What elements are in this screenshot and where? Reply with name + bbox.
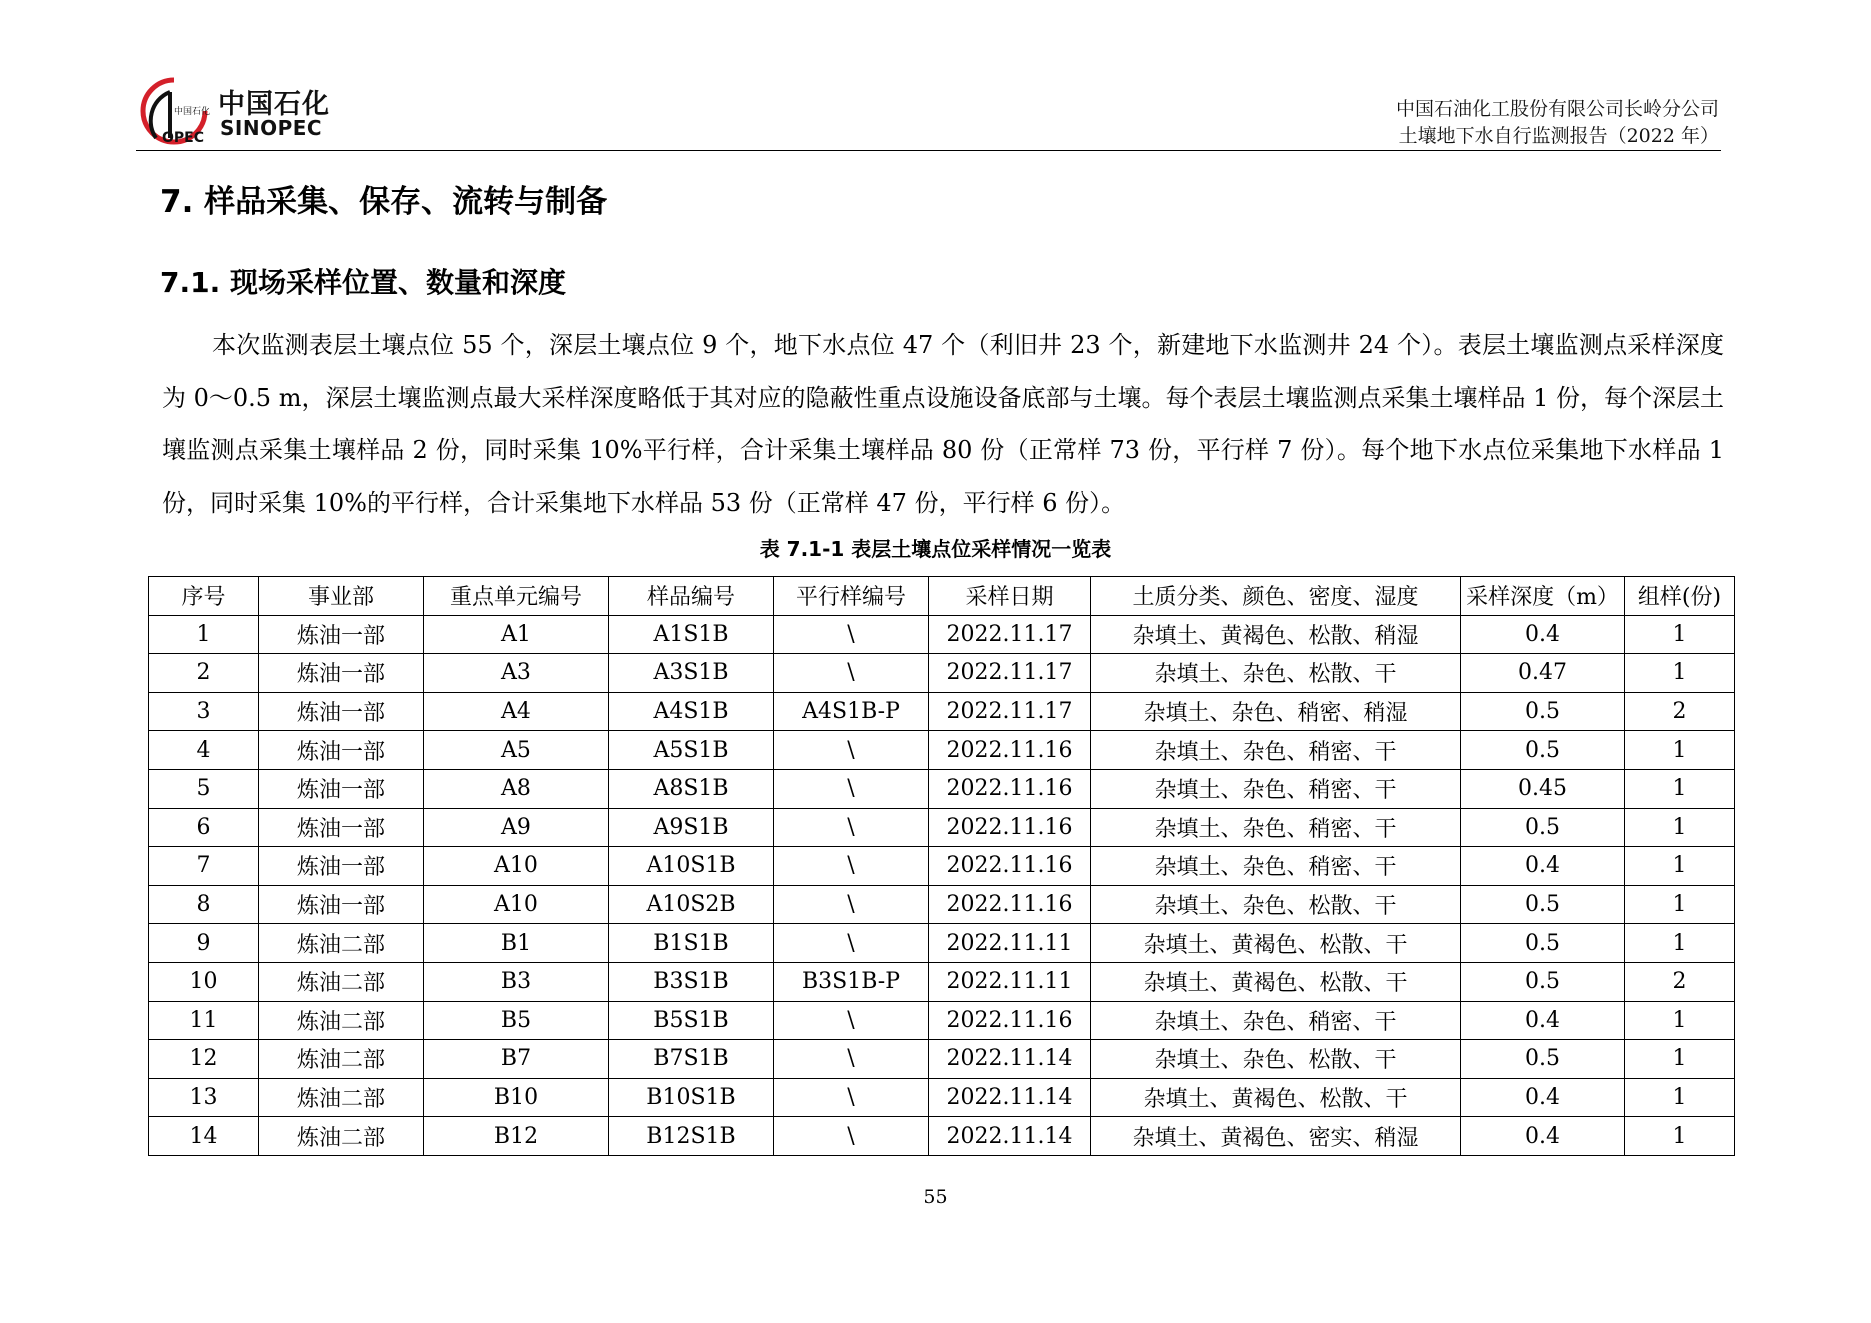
section-heading: 7. 样品采集、保存、流转与制备 <box>160 184 608 220</box>
table-cell: B12 <box>424 1117 609 1156</box>
table-cell: 2022.11.11 <box>929 962 1091 1001</box>
table-cell: B3S1B-P <box>774 962 929 1001</box>
table-cell: 0.4 <box>1461 1078 1625 1117</box>
table-cell: 6 <box>149 808 259 847</box>
header-company: 中国石油化工股份有限公司长岭分公司 <box>1395 98 1719 120</box>
table-cell: \ <box>774 654 929 693</box>
table-cell: 1 <box>1625 1040 1735 1079</box>
table-cell: B12S1B <box>609 1117 774 1156</box>
table-cell: 炼油一部 <box>259 615 424 654</box>
table-row <box>149 769 1735 808</box>
table-cell: 0.5 <box>1461 808 1625 847</box>
table-cell: 2022.11.17 <box>929 615 1091 654</box>
table-cell: \ <box>774 615 929 654</box>
table-cell: 炼油一部 <box>259 654 424 693</box>
table-cell: 0.4 <box>1461 847 1625 886</box>
logo-chinese-name: 中国石化 <box>218 89 330 120</box>
table-cell: 10 <box>149 962 259 1001</box>
table-cell: 1 <box>1625 769 1735 808</box>
table-row <box>149 1040 1735 1079</box>
table-cell: 炼油二部 <box>259 924 424 963</box>
table-cell: B7 <box>424 1040 609 1079</box>
table-cell: 杂填土、黄褐色、密实、稍湿 <box>1091 1117 1461 1156</box>
table-cell: B5S1B <box>609 1001 774 1040</box>
table-row <box>149 1078 1735 1117</box>
table-cell: 2 <box>149 654 259 693</box>
column-header: 事业部 <box>259 577 424 616</box>
table-cell: 0.45 <box>1461 769 1625 808</box>
table-cell: A9S1B <box>609 808 774 847</box>
table-cell: A4 <box>424 692 609 731</box>
table-cell: A5 <box>424 731 609 770</box>
table-cell: 1 <box>1625 1078 1735 1117</box>
column-header: 样品编号 <box>609 577 774 616</box>
table-cell: 0.5 <box>1461 1040 1625 1079</box>
table-cell: B3 <box>424 962 609 1001</box>
table-cell: 1 <box>1625 1117 1735 1156</box>
svg-text:OPEC: OPEC <box>162 130 204 146</box>
column-header: 土质分类、颜色、密度、湿度 <box>1091 577 1461 616</box>
running-header <box>1396 96 1719 150</box>
table-cell: 炼油一部 <box>259 731 424 770</box>
table-cell: 1 <box>1625 654 1735 693</box>
table-cell: \ <box>774 1001 929 1040</box>
table-cell: 1 <box>149 615 259 654</box>
table-cell: 2022.11.11 <box>929 924 1091 963</box>
table-row <box>149 731 1735 770</box>
header-report-title: 土壤地下水自行监测报告（2022 年） <box>1398 125 1719 147</box>
page-number: 55 <box>923 1186 948 1208</box>
column-header: 采样日期 <box>929 577 1091 616</box>
table-cell: 炼油一部 <box>259 885 424 924</box>
table-cell: B1S1B <box>609 924 774 963</box>
table-cell: 炼油二部 <box>259 962 424 1001</box>
column-header: 序号 <box>149 577 259 616</box>
table-cell: 7 <box>149 847 259 886</box>
table-cell: 13 <box>149 1078 259 1117</box>
table-cell: 2022.11.16 <box>929 1001 1091 1040</box>
table-cell: 1 <box>1625 615 1735 654</box>
sampling-table <box>148 576 1735 1156</box>
table-cell: 杂填土、黄褐色、松散、干 <box>1091 924 1461 963</box>
table-cell: 2022.11.14 <box>929 1040 1091 1079</box>
table-cell: A3S1B <box>609 654 774 693</box>
table-row <box>149 808 1735 847</box>
column-header: 平行样编号 <box>774 577 929 616</box>
table-cell: 杂填土、黄褐色、松散、干 <box>1091 1078 1461 1117</box>
table-cell: \ <box>774 885 929 924</box>
table-row <box>149 962 1735 1001</box>
table-row <box>149 847 1735 886</box>
svg-text:中国石化: 中国石化 <box>174 107 211 117</box>
table-cell: 炼油二部 <box>259 1078 424 1117</box>
table-cell: 炼油一部 <box>259 808 424 847</box>
table-cell: A10S1B <box>609 847 774 886</box>
table-cell: 杂填土、杂色、稍密、干 <box>1091 769 1461 808</box>
table-cell: 1 <box>1625 885 1735 924</box>
table-cell: 1 <box>1625 924 1735 963</box>
table-cell: A4S1B-P <box>774 692 929 731</box>
table-cell: 0.5 <box>1461 731 1625 770</box>
table-cell: 2022.11.16 <box>929 885 1091 924</box>
table-cell: 0.5 <box>1461 924 1625 963</box>
table-cell: 5 <box>149 769 259 808</box>
table-cell: A8S1B <box>609 769 774 808</box>
table-cell: B10S1B <box>609 1078 774 1117</box>
table-cell: 杂填土、杂色、稍密、稍湿 <box>1091 692 1461 731</box>
table-cell: 1 <box>1625 847 1735 886</box>
table-cell: \ <box>774 1040 929 1079</box>
table-cell: 0.4 <box>1461 1117 1625 1156</box>
table-cell: 炼油二部 <box>259 1117 424 1156</box>
table-cell: 12 <box>149 1040 259 1079</box>
table-cell: A5S1B <box>609 731 774 770</box>
table-cell: 炼油二部 <box>259 1040 424 1079</box>
table-cell: 2022.11.14 <box>929 1078 1091 1117</box>
table-cell: \ <box>774 924 929 963</box>
table-cell: B3S1B <box>609 962 774 1001</box>
table-cell: A3 <box>424 654 609 693</box>
logo-english-name: SINOPEC <box>220 116 323 140</box>
table-cell: 杂填土、黄褐色、松散、干 <box>1091 962 1461 1001</box>
table-row <box>149 692 1735 731</box>
table-cell: 9 <box>149 924 259 963</box>
table-cell: A9 <box>424 808 609 847</box>
header-divider <box>136 150 1721 151</box>
table-cell: 1 <box>1625 731 1735 770</box>
table-cell: 0.47 <box>1461 654 1625 693</box>
table-cell: \ <box>774 1117 929 1156</box>
table-cell: 0.4 <box>1461 615 1625 654</box>
table-cell: B5 <box>424 1001 609 1040</box>
table-cell: 杂填土、杂色、稍密、干 <box>1091 731 1461 770</box>
table-cell: 炼油二部 <box>259 1001 424 1040</box>
table-cell: A10 <box>424 847 609 886</box>
table-cell: 4 <box>149 731 259 770</box>
table-row <box>149 615 1735 654</box>
table-row <box>149 654 1735 693</box>
table-body <box>149 615 1735 1155</box>
table-cell: 杂填土、杂色、稍密、干 <box>1091 1001 1461 1040</box>
table-row <box>149 1117 1735 1156</box>
table-header-row <box>149 577 1735 616</box>
table-cell: \ <box>774 847 929 886</box>
table-cell: 2 <box>1625 692 1735 731</box>
table-cell: A10S2B <box>609 885 774 924</box>
table-cell: 杂填土、杂色、松散、干 <box>1091 885 1461 924</box>
table-cell: 炼油一部 <box>259 692 424 731</box>
table-cell: \ <box>774 769 929 808</box>
table-cell: 8 <box>149 885 259 924</box>
table-cell: 2 <box>1625 962 1735 1001</box>
table-cell: \ <box>774 808 929 847</box>
table-cell: B10 <box>424 1078 609 1117</box>
column-header: 组样(份) <box>1625 577 1735 616</box>
table-cell: 炼油一部 <box>259 847 424 886</box>
column-header: 采样深度（m） <box>1461 577 1625 616</box>
table-cell: 杂填土、杂色、稍密、干 <box>1091 847 1461 886</box>
table-cell: 杂填土、杂色、松散、干 <box>1091 654 1461 693</box>
table-cell: 1 <box>1625 1001 1735 1040</box>
table-caption: 表 7.1-1 表层土壤点位采样情况一览表 <box>759 537 1112 561</box>
table-cell: \ <box>774 731 929 770</box>
table-cell: 0.5 <box>1461 692 1625 731</box>
table-cell: 2022.11.14 <box>929 1117 1091 1156</box>
table-cell: 2022.11.17 <box>929 692 1091 731</box>
table-cell: 0.5 <box>1461 885 1625 924</box>
sinopec-emblem-icon <box>136 76 212 146</box>
table-cell: 杂填土、杂色、松散、干 <box>1091 1040 1461 1079</box>
table-cell: 3 <box>149 692 259 731</box>
table-cell: 11 <box>149 1001 259 1040</box>
table-cell: B1 <box>424 924 609 963</box>
table-cell: 2022.11.16 <box>929 769 1091 808</box>
table-cell: A1S1B <box>609 615 774 654</box>
table-cell: A10 <box>424 885 609 924</box>
table-cell: 2022.11.16 <box>929 847 1091 886</box>
table-cell: B7S1B <box>609 1040 774 1079</box>
table-row <box>149 1001 1735 1040</box>
table-cell: 2022.11.16 <box>929 731 1091 770</box>
body-paragraph: 本次监测表层土壤点位 55 个，深层土壤点位 9 个，地下水点位 47 个（利旧井 23 个，新建地下水监测井 24 个）。表层土壤监测点采样深度为 0～0.5 m，深层土壤监测点最大采样深度略低于其对应的隐蔽性重点设施设备底部与土壤。每个表层土壤监测点采集土壤样品 1 份，每个深层土壤监测点采集土壤样品 2 份，同时采集 10%平行样，合计采集土壤样品 80 份（正常样 73 份，平行样 7 份）。每个地下水点位采集地下水样品 1 份，同时采集 10%的平行样，合计采集地下水样品 53 份（正常样 47 份，平行样 6 份）。 <box>162 331 1724 517</box>
table-cell: 杂填土、杂色、稍密、干 <box>1091 808 1461 847</box>
table-row <box>149 924 1735 963</box>
subsection-heading: 7.1. 现场采样位置、数量和深度 <box>160 266 566 299</box>
table-cell: \ <box>774 1078 929 1117</box>
table-cell: 14 <box>149 1117 259 1156</box>
table-cell: A1 <box>424 615 609 654</box>
table-cell: 0.4 <box>1461 1001 1625 1040</box>
table-cell: A4S1B <box>609 692 774 731</box>
table-cell: 2022.11.17 <box>929 654 1091 693</box>
table-cell: 1 <box>1625 808 1735 847</box>
table-cell: 2022.11.16 <box>929 808 1091 847</box>
table-cell: 杂填土、黄褐色、松散、稍湿 <box>1091 615 1461 654</box>
table-row <box>149 885 1735 924</box>
table-cell: 炼油一部 <box>259 769 424 808</box>
table-cell: 0.5 <box>1461 962 1625 1001</box>
column-header: 重点单元编号 <box>424 577 609 616</box>
table-cell: A8 <box>424 769 609 808</box>
sinopec-logo <box>136 76 336 144</box>
